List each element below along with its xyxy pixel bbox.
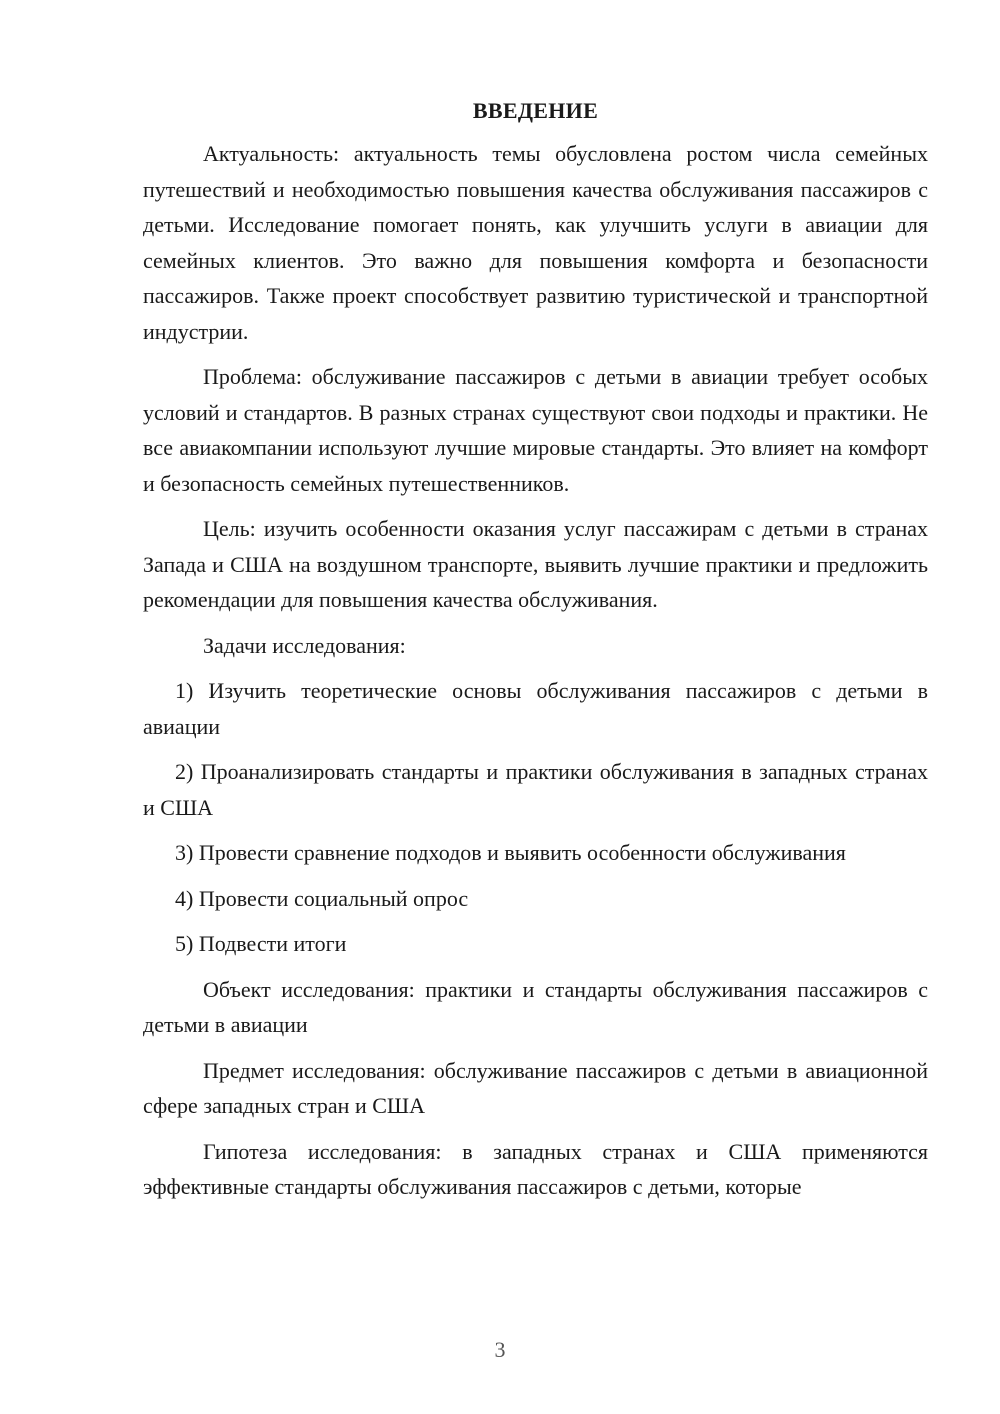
paragraph-problem: Проблема: обслуживание пассажиров с детьми в авиации требует особых условий и стандартов. В разных странах существуют свои подходы и практики. Не все авиакомпании используют лучшие мировые стандарты. Это влияет на комфорт и безопасность семейных путешественников.: [143, 364, 928, 496]
section-title: ВВЕДЕНИЕ: [472, 98, 599, 123]
task-item-5: 5) Подвести итоги: [175, 931, 347, 956]
paragraph-tasks-heading: Задачи исследования:: [203, 632, 406, 658]
task-item-1: 1) Изучить теоретические основы обслуживания пассажиров с детьми в авиации: [143, 678, 928, 739]
task-item-3: 3) Провести сравнение подходов и выявить особенности обслуживания: [175, 840, 846, 865]
paragraph-object: Объект исследования: практики и стандарты обслуживания пассажиров с детьми в авиации: [143, 976, 928, 1037]
page-number: 3: [494, 1337, 506, 1362]
page-content: [143, 96, 928, 1205]
task-item-4: 4) Провести социальный опрос: [175, 885, 469, 911]
paragraph-subject: Предмет исследования: обслуживание пассажиров с детьми в авиационной сфере западных стран и США: [143, 1057, 928, 1118]
paragraph-goal: Цель: изучить особенности оказания услуг пассажирам с детьми в странах Запада и США на воздушном транспорте, выявить лучшие практики и предложить рекомендации для повышения качества обслуживания.: [143, 516, 928, 612]
paragraph-relevance: Актуальность: актуальность темы обусловлена ростом числа семейных путешествий и необходимостью повышения качества обслуживания пассажиров с детьми. Исследование помогает понять, как улучшить услуги в авиации для семейных клиентов. Это важно для повышения комфорта и безопасности пассажиров. Также проект способствует развитию туристической и транспортной индустрии.: [143, 141, 928, 344]
task-item-2: 2) Проанализировать стандарты и практики обслуживания в западных странах и США: [143, 759, 928, 820]
paragraph-hypothesis: Гипотеза исследования: в западных странах и США применяются эффективные стандарты обслуживания пассажиров с детьми, которые: [143, 1138, 928, 1199]
